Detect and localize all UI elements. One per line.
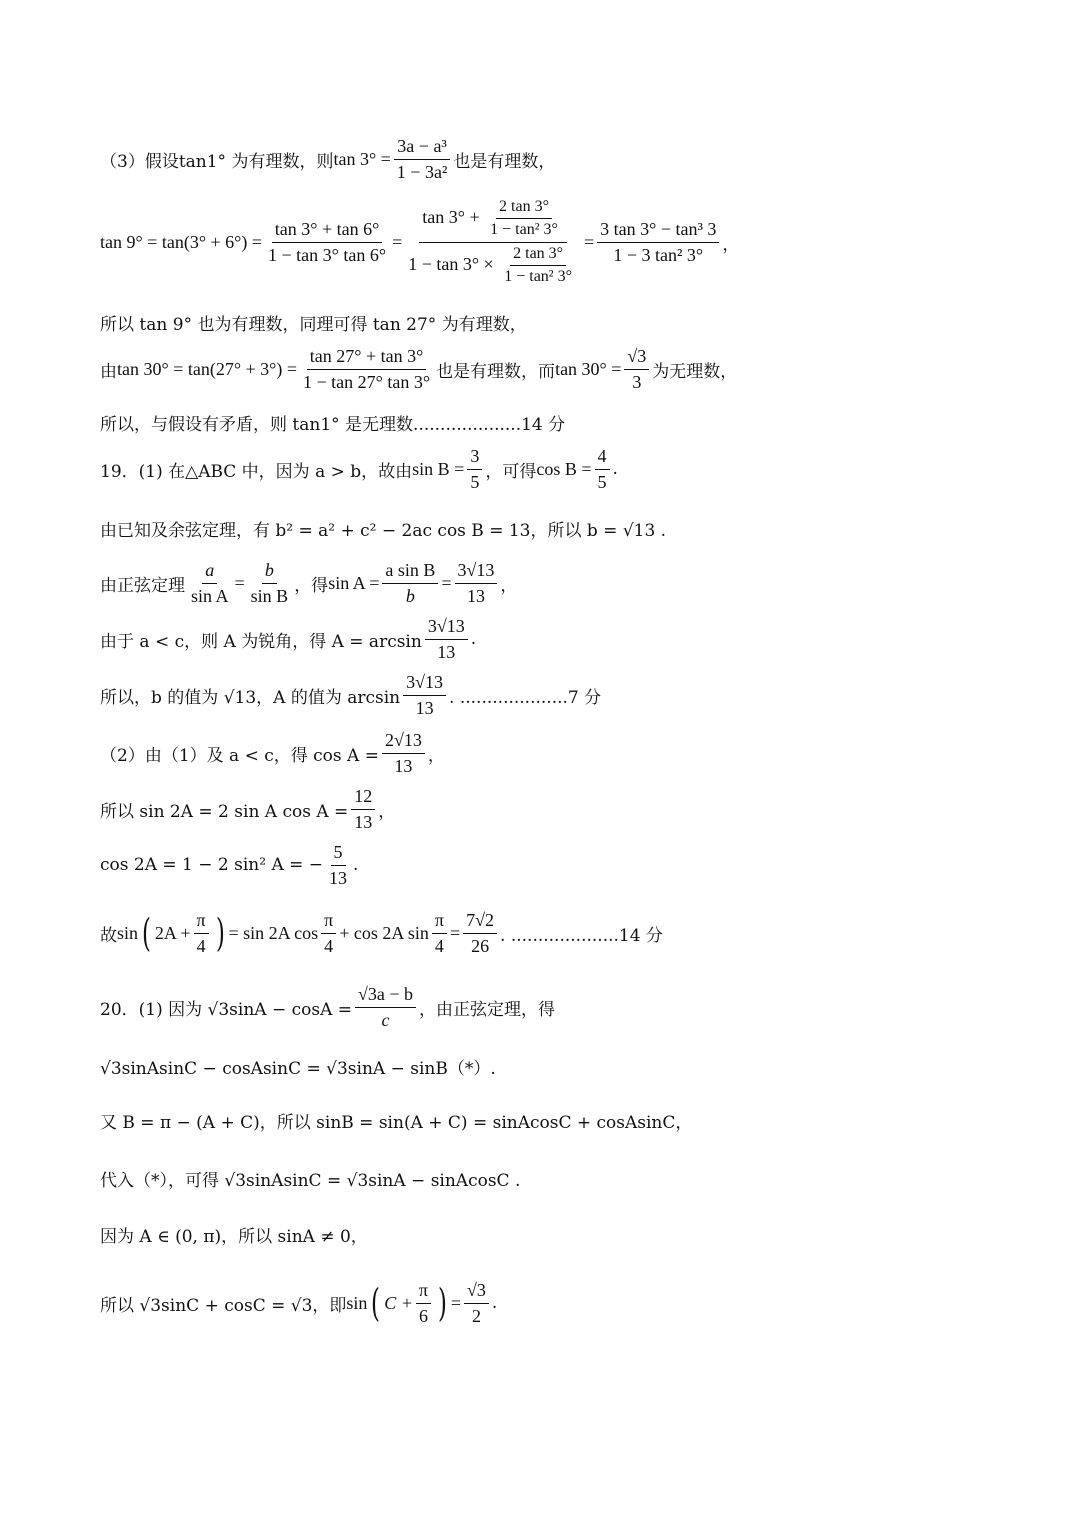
tan30-line <box>100 346 737 392</box>
final-sin: sin <box>117 922 139 943</box>
sinB-lhs: sin B = <box>412 458 465 479</box>
p3-tan9-conclusion <box>100 310 527 335</box>
q20-eq-star-text: √3sinAsinC − cosAsinC = √3sinA − sinB（*）. <box>100 1059 496 1079</box>
final-rhs1: = sin 2A cos <box>228 922 319 943</box>
p3-final-text: 所以，与假设有矛盾，则 tan1° 是无理数....................14 分 <box>100 415 566 435</box>
q19-p2-lead: （2）由（1）及 a < c，得 cos A = <box>100 745 379 766</box>
cosA-denominator: 13 <box>394 755 413 776</box>
q20-rhs-denominator: 2 <box>471 1305 481 1326</box>
final-lead: 故 <box>100 925 117 946</box>
cos2a-fraction <box>326 842 350 888</box>
arcsin-fraction <box>425 616 468 662</box>
tan9-f2-den-text: 1 − tan 3° × <box>408 253 494 274</box>
q19-acute-line: 由于 a < c，则 A 为锐角，得 A = arcsin $\frac{3√13}{13}$ . <box>100 616 477 662</box>
q19-p1-mid: ，可得 <box>485 461 537 482</box>
q19-cos-rule <box>100 516 666 541</box>
tan9-fraction-3 <box>597 219 719 265</box>
q19-summary-line <box>100 672 601 718</box>
cos2a-denominator: 13 <box>329 867 348 888</box>
cos2a-lead: cos 2A = 1 − 2 sin² A = − <box>100 855 324 876</box>
tan30-denominator: 1 − tan 27° tan 3° <box>303 371 431 392</box>
tan30-value-numerator: √3 <box>624 346 649 370</box>
sin2a-numerator: 12 <box>351 786 375 810</box>
final-value-fraction <box>463 910 497 956</box>
cos2a-numerator: 5 <box>331 842 346 866</box>
q20-inner: C + <box>384 1292 413 1313</box>
pi-over-6 <box>416 1280 431 1326</box>
pi-over-4-b <box>321 910 336 956</box>
left-paren: ( <box>141 911 151 956</box>
q20-conclusion-lead: 所以 √3sinC + cosC = √3，即 <box>100 1295 347 1316</box>
sr-f2-denominator: sin B <box>250 585 289 606</box>
sinB-fraction <box>467 446 482 492</box>
q20-a-range-text: 因为 A ∈ (0, π)，所以 sinA ≠ 0， <box>100 1227 368 1247</box>
q20-numerator: √3a − b <box>355 984 416 1008</box>
q20-eq-star <box>100 1054 496 1079</box>
tan9-f2-den-inner-fraction <box>501 245 575 287</box>
sinA-fraction-2 <box>455 560 498 606</box>
sinA-f1-numerator: a sin B <box>382 560 438 584</box>
q19-final-line: 故 sin ( 2A + $\frac{\pi}{4}$ ) = sin 2A cos $\frac{\pi}{4}$ + cos 2A sin $\frac{\pi}{4}$ = $\frac{7√2}{26}$ . ....................14 分 <box>100 910 663 956</box>
tan3-fraction <box>394 136 451 182</box>
tan9-f2-num-inner-fraction <box>487 198 561 240</box>
q19-cos-rule-text: 由已知及余弦定理，有 b² = a² + c² − 2ac cos B = 13，所以 b = √13 . <box>100 521 667 541</box>
tan9-f2-num-text: tan 3° + <box>422 207 480 228</box>
sr-f1-numerator: a <box>202 560 217 584</box>
acute-lead: 由于 a < c，则 A 为锐角，得 A = arcsin <box>100 631 422 652</box>
final-inner-lhs: 2A + <box>154 922 191 943</box>
tan30-tail: 为无理数， <box>652 361 738 382</box>
q20-tail: ，由正弦定理，得 <box>419 999 556 1020</box>
sin2a-fraction <box>351 786 375 832</box>
summary-score: . ....................7 分 <box>449 687 602 708</box>
cosB-denominator: 5 <box>597 471 607 492</box>
pi-a: π <box>194 910 209 934</box>
q20-b-relation-text: 又 B = π − (A + C)，所以 sinB = sin(A + C) = sinAcosC + cosAsinC， <box>100 1113 693 1133</box>
q20-substitute <box>100 1166 520 1191</box>
q19-p1-line: 19．(1) 在△ABC 中，因为 a > b，故由 sin B = $\frac{3}{5}$ ，可得 cos B = $\frac{4}{5}$ . <box>100 446 618 492</box>
pi-over-4-c <box>432 910 447 956</box>
p3-tan9-conclusion-text: 所以 tan 9° 也为有理数，同理可得 tan 27° 为有理数， <box>100 315 527 335</box>
q20-denominator: c <box>381 1009 390 1030</box>
p3-intro-line <box>100 136 555 182</box>
sinA-fraction-1 <box>382 560 438 606</box>
sr-f1-denominator: sin A <box>191 585 229 606</box>
sine-rule-mid: ，得 <box>294 575 329 596</box>
q20-substitute-text: 代入（*），可得 √3sinAsinC = √3sinA − sinAcosC . <box>100 1171 521 1191</box>
summary-arcsin-denominator: 13 <box>415 697 434 718</box>
q19-p2-line: （2）由（1）及 a < c，得 cos A = $\frac{2√13}{13}$ ， <box>100 730 445 776</box>
tan30-fraction <box>300 346 433 392</box>
four-a: 4 <box>196 935 206 956</box>
sinA-f2-numerator: 3√13 <box>455 560 498 584</box>
four-b: 4 <box>324 935 334 956</box>
sine-rule-fraction-a <box>188 560 232 606</box>
inner-num: 2 tan 3° <box>496 198 552 219</box>
sinB-denominator: 5 <box>470 471 480 492</box>
q20-fraction <box>355 984 416 1030</box>
tan9-fraction-2 <box>405 198 581 287</box>
q20-rhs-numerator: √3 <box>464 1280 489 1304</box>
q19-cos2a-line: cos 2A = 1 − 2 sin² A = − $\frac{5}{13}$ . <box>100 842 359 888</box>
q20-rhs-fraction <box>464 1280 489 1326</box>
tan30-value-lhs: tan 30° = <box>555 358 622 379</box>
tan9-f3-numerator: 3 tan 3° − tan³ 3 <box>597 219 719 243</box>
tan30-value-fraction <box>624 346 649 392</box>
q20-b-relation <box>100 1108 692 1133</box>
q20-left-paren: ( <box>371 1281 381 1326</box>
pi-over-4-a <box>194 910 209 956</box>
sine-rule-fraction-b <box>248 560 292 606</box>
summary-arcsin-numerator: 3√13 <box>403 672 446 696</box>
tan3-lhs: tan 3° = <box>333 148 391 169</box>
pi-d: π <box>416 1280 431 1304</box>
final-score: . ....................14 分 <box>500 925 663 946</box>
final-denominator: 26 <box>471 935 490 956</box>
tan9-f2-denominator <box>405 243 581 287</box>
q19-p1-lead: 19．(1) 在△ABC 中，因为 a > b，故由 <box>100 461 413 482</box>
tan9-f2-numerator <box>419 198 567 243</box>
tan30-mid: 也是有理数，而 <box>436 361 556 382</box>
q20-p1-line <box>100 984 555 1030</box>
tan30-lead: 由 <box>100 361 117 382</box>
cosB-numerator: 4 <box>595 446 610 470</box>
arcsin-denominator: 13 <box>437 641 456 662</box>
q20-sin: sin <box>346 1292 368 1313</box>
tan30-lhs: tan 30° = tan(27° + 3°) = <box>117 358 298 379</box>
cosA-numerator: 2√13 <box>382 730 425 754</box>
q20-lead: 20．(1) 因为 √3sinA − cosA = <box>100 999 353 1020</box>
pi-b: π <box>321 910 336 934</box>
six: 6 <box>418 1305 428 1326</box>
sinA-f1-denominator: b <box>405 585 415 606</box>
cosB-fraction <box>595 446 610 492</box>
summary-lead: 所以，b 的值为 √13，A 的值为 arcsin <box>100 687 401 708</box>
tan9-lhs: tan 9° = tan(3° + 6°) = <box>100 231 263 252</box>
tan9-fraction-1 <box>265 219 389 265</box>
tan9-equation: tan 9° = tan(3° + 6°) = $\frac{\tan 3^\circ + \tan 6^\circ}{1 - \tan 3^\circ \tan 6^\circ}$ = tan 3° + $\frac{2 \tan 3^\circ}{\text{1 − tan² 3°}}$ 1 − tan 3° × $\frac{2 \tan 3^\circ}{\text{1 − tan² 3°}}$ = $\frac{\text{3 tan 3° − tan³ 3}}{\text{1 − 3 tan² 3°}}$ ， <box>100 198 740 286</box>
right-paren: ) <box>215 911 225 956</box>
inner-den: 1 − tan² 3° <box>490 221 558 239</box>
p3-intro-label: （3）假设tan1° 为有理数，则 <box>100 151 334 172</box>
q20-right-paren: ) <box>437 1281 447 1326</box>
pi-c: π <box>432 910 447 934</box>
p3-intro-tail: 也是有理数， <box>453 151 556 172</box>
sr-f2-numerator: b <box>262 560 277 584</box>
tan9-f1-numerator: tan 3° + tan 6° <box>272 219 383 243</box>
tan9-f1-denominator: 1 − tan 3° tan 6° <box>268 244 387 265</box>
tan9-f3-denominator: 1 − 3 tan² 3° <box>613 244 704 265</box>
inner-num: 2 tan 3° <box>510 245 566 266</box>
q20-a-range <box>100 1222 368 1247</box>
p3-final <box>100 410 565 435</box>
sine-rule-lead: 由正弦定理 <box>100 575 185 596</box>
tan30-value-denominator: 3 <box>632 371 642 392</box>
inner-den: 1 − tan² 3° <box>504 268 572 286</box>
cosB-lhs: cos B = <box>536 458 592 479</box>
q20-conclusion: 所以 √3sinC + cosC = √3，即 sin ( C + $\frac{\pi}{6}$ ) = $\frac{√3}{2}$ . <box>100 1280 498 1326</box>
sinA-f2-denominator: 13 <box>466 585 485 606</box>
q19-sin2a-line: 所以 sin 2A = 2 sin A cos A = $\frac{12}{13}$ ， <box>100 786 396 832</box>
sin2a-denominator: 13 <box>354 811 373 832</box>
final-rhs2: + cos 2A sin <box>339 922 429 943</box>
four-c: 4 <box>434 935 444 956</box>
tan30-numerator: tan 27° + tan 3° <box>307 346 427 370</box>
tan3-numerator: 3a − a³ <box>394 136 450 160</box>
arcsin-numerator: 3√13 <box>425 616 468 640</box>
sinA-lhs: sin A = <box>328 572 380 593</box>
q19-sine-rule-line: 由正弦定理 $\frac{a}{\text{sin A}}$ = $\frac{b}{\text{sin B}}$ ，得 sin A = $\frac{\text{a sin B}}{b}$ = $\frac{3√13}{13}$ ， <box>100 560 518 606</box>
final-numerator: 7√2 <box>463 910 497 934</box>
tan3-denominator: 1 − 3a² <box>396 161 448 182</box>
sinB-numerator: 3 <box>467 446 482 470</box>
summary-arcsin-fraction <box>403 672 446 718</box>
sin2a-lead: 所以 sin 2A = 2 sin A cos A = <box>100 801 349 822</box>
cosA-fraction <box>382 730 425 776</box>
